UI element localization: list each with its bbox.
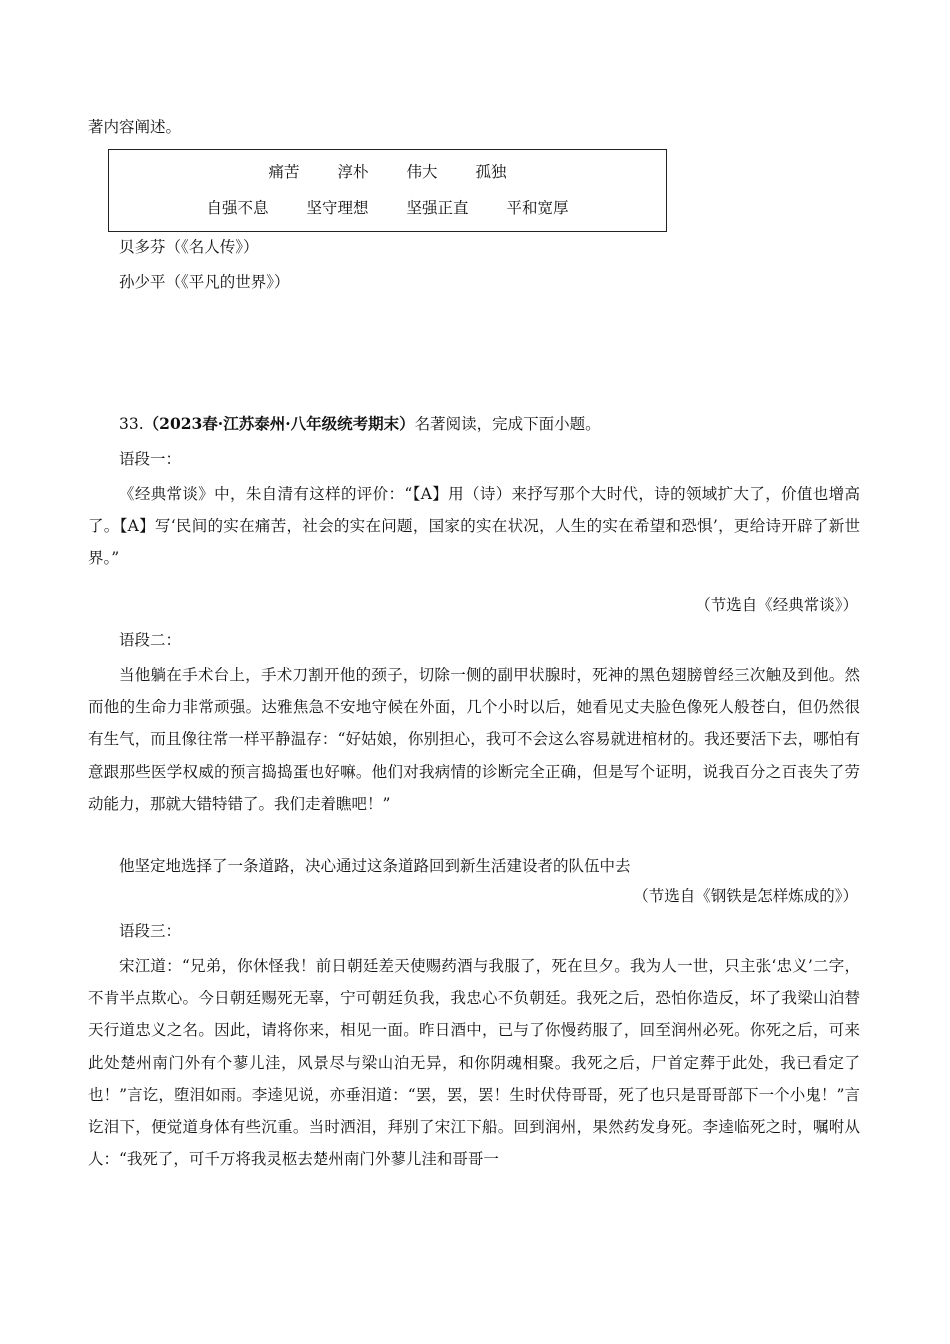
intro-text-fragment: 著内容阐述。 bbox=[88, 118, 182, 136]
word-option: 伟大 bbox=[406, 163, 438, 181]
segment-1-source: （节选自《经典常谈》） bbox=[695, 596, 858, 614]
question-source: （2023春·江苏泰州·八年级统考期末） bbox=[143, 414, 415, 433]
segment-1-paragraph: 《经典常谈》中，朱自清有这样的评价：“【A】用（诗）来抒写那个大时代，诗的领域扩大了，价值也增高了。【A】写‘民间的实在痛苦，社会的实在问题，国家的实在状况，人生的实在希望和恐惧’，更给诗开辟了新世界。” bbox=[88, 485, 860, 568]
word-option: 痛苦 bbox=[268, 163, 300, 181]
word-option: 淳朴 bbox=[337, 163, 369, 181]
segment-1-title: 语段一： bbox=[119, 450, 182, 468]
word-option: 孤独 bbox=[475, 163, 507, 181]
word-option: 平和宽厚 bbox=[506, 199, 569, 217]
word-option: 坚守理想 bbox=[306, 199, 369, 217]
character-item-sun-shaoping: 孙少平（《平凡的世界》） bbox=[119, 273, 290, 291]
word-row-1 bbox=[109, 160, 666, 182]
word-choice-box bbox=[108, 149, 667, 232]
segment-2-paragraph-1: 当他躺在手术台上，手术刀割开他的颈子，切除一侧的副甲状腺时，死神的黑色翅膀曾经三次触及到他。然而他的生命力非常顽强。达雅焦急不安地守候在外面，几个小时以后，她看见丈夫脸色像死人般苍白，但仍然很有生气，而且像往常一样平静温存：“好姑娘，你别担心，我可不会这么容易就进棺材的。我还要活下去，哪怕有意跟那些医学权威的预言捣捣蛋也好嘛。他们对我病情的诊断完全正确，但是写个证明，说我百分之百丧失了劳动能力，那就大错特错了。我们走着瞧吧！” bbox=[88, 666, 860, 813]
word-option: 坚强正直 bbox=[406, 199, 469, 217]
word-row-2 bbox=[109, 196, 666, 218]
question-number: 33. bbox=[119, 415, 144, 433]
segment-2-source: （节选自《钢铁是怎样炼成的》） bbox=[633, 887, 858, 905]
segment-3-title: 语段三： bbox=[119, 922, 182, 940]
segment-2-paragraph-2: 他坚定地选择了一条道路，决心通过这条道路回到新生活建设者的队伍中去 bbox=[119, 857, 631, 875]
segment-2-title: 语段二： bbox=[119, 631, 182, 649]
segment-3-paragraph: 宋江道：“兄弟，你休怪我！前日朝廷差天使赐药酒与我服了，死在旦夕。我为人一世，只主张‘忠义’二字，不肯半点欺心。今日朝廷赐死无辜，宁可朝廷负我，我忠心不负朝廷。我死之后，恐怕你造反，坏了我梁山泊替天行道忠义之名。因此，请将你来，相见一面。昨日酒中，已与了你慢药服了，回至润州必死。你死之后，可来此处楚州南门外有个蓼儿洼，风景尽与梁山泊无异，和你阴魂相聚。我死之后，尸首定葬于此处，我已看定了也！”言讫，堕泪如雨。李逵见说，亦垂泪道：“罢，罢，罢！生时伏侍哥哥，死了也只是哥哥部下一个小鬼！”言讫泪下，便觉道身体有些沉重。当时洒泪，拜别了宋江下船。回到润州，果然药发身死。李逵临死之时，嘱咐从人：“我死了，可千万将我灵柩去楚州南门外蓼儿洼和哥哥一 bbox=[88, 957, 860, 1169]
question-prompt: 名著阅读，完成下面小题。 bbox=[414, 415, 601, 433]
character-item-beethoven: 贝多芬（《名人传》） bbox=[119, 238, 259, 256]
word-option: 自强不息 bbox=[206, 199, 269, 217]
question-header bbox=[119, 414, 601, 434]
